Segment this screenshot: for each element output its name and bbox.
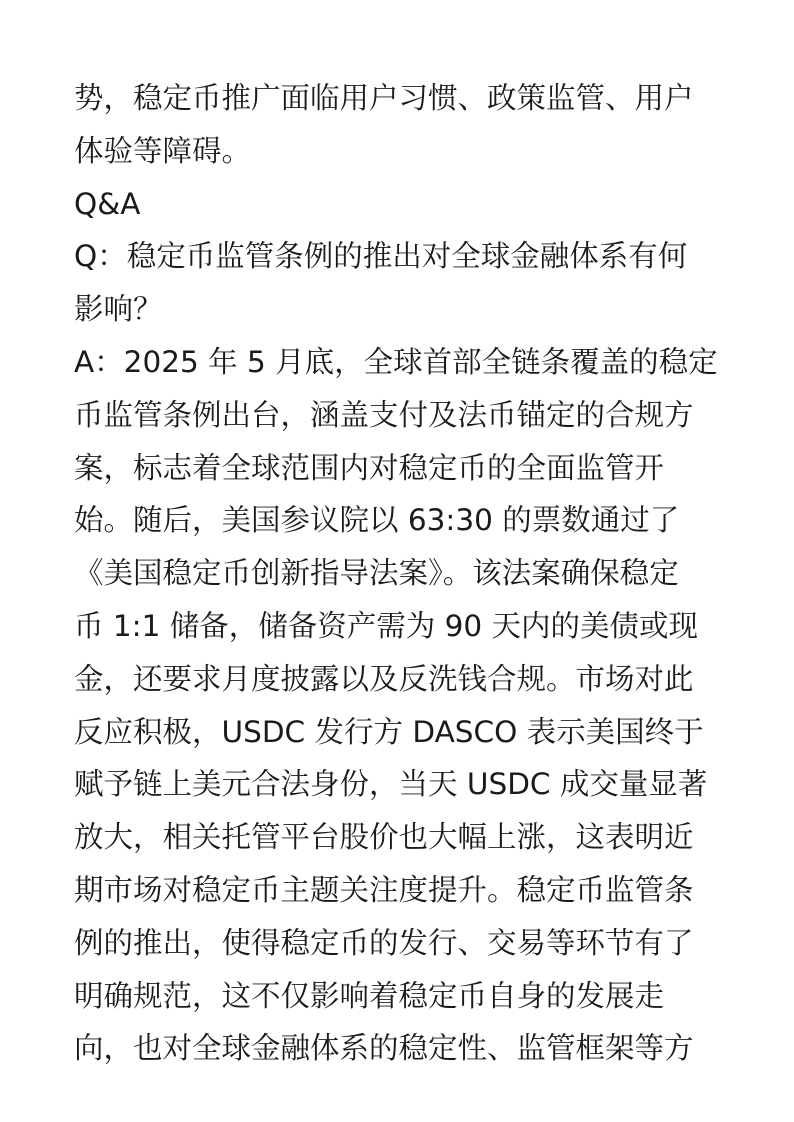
paragraph-line-continuation-end: 体验等障碍。 [74, 133, 252, 168]
answer-line: 例的推出，使得稳定币的发行、交易等环节有了 [74, 925, 694, 960]
answer-line: 金，还要求月度披露以及反洗钱合规。市场对此 [74, 661, 694, 696]
answer-line: 案，标志着全球范围内对稳定币的全面监管开 [74, 450, 665, 485]
qa-heading: Q&A [74, 186, 141, 221]
answer-line: 明确规范，这不仅影响着稳定币自身的发展走 [74, 978, 665, 1013]
answer-line: 始。随后，美国参议院以 63:30 的票数通过了 [74, 503, 680, 538]
answer-line: 向，也对全球金融体系的稳定性、监管框架等方 [74, 1031, 694, 1066]
document-body [74, 76, 734, 1079]
answer-line: 反应积极，USDC 发行方 DASCO 表示美国终于 [74, 714, 704, 749]
answer-line: 放大，相关托管平台股价也大幅上涨，这表明近 [74, 820, 694, 855]
paragraph-line-continuation: 势，稳定币推广面临用户习惯、政策监管、用户 [74, 81, 694, 115]
question-line: 影响？ [74, 292, 163, 327]
answer-line: 币监管条例出台，涵盖支付及法币锚定的合规方 [74, 397, 694, 432]
answer-line: 《美国稳定币创新指导法案》。该法案确保稳定 [74, 556, 679, 591]
answer-line: A：2025 年 5 月底，全球首部全链条覆盖的稳定 [74, 344, 718, 379]
answer-line: 期市场对稳定币主题关注度提升。稳定币监管条 [74, 872, 694, 907]
answer-line: 赋予链上美元合法身份，当天 USDC 成交量显著 [74, 767, 708, 802]
answer-line: 币 1:1 储备，储备资产需为 90 天内的美债或现 [74, 608, 699, 643]
question-line: Q：稳定币监管条例的推出对全球金融体系有何 [74, 239, 688, 274]
